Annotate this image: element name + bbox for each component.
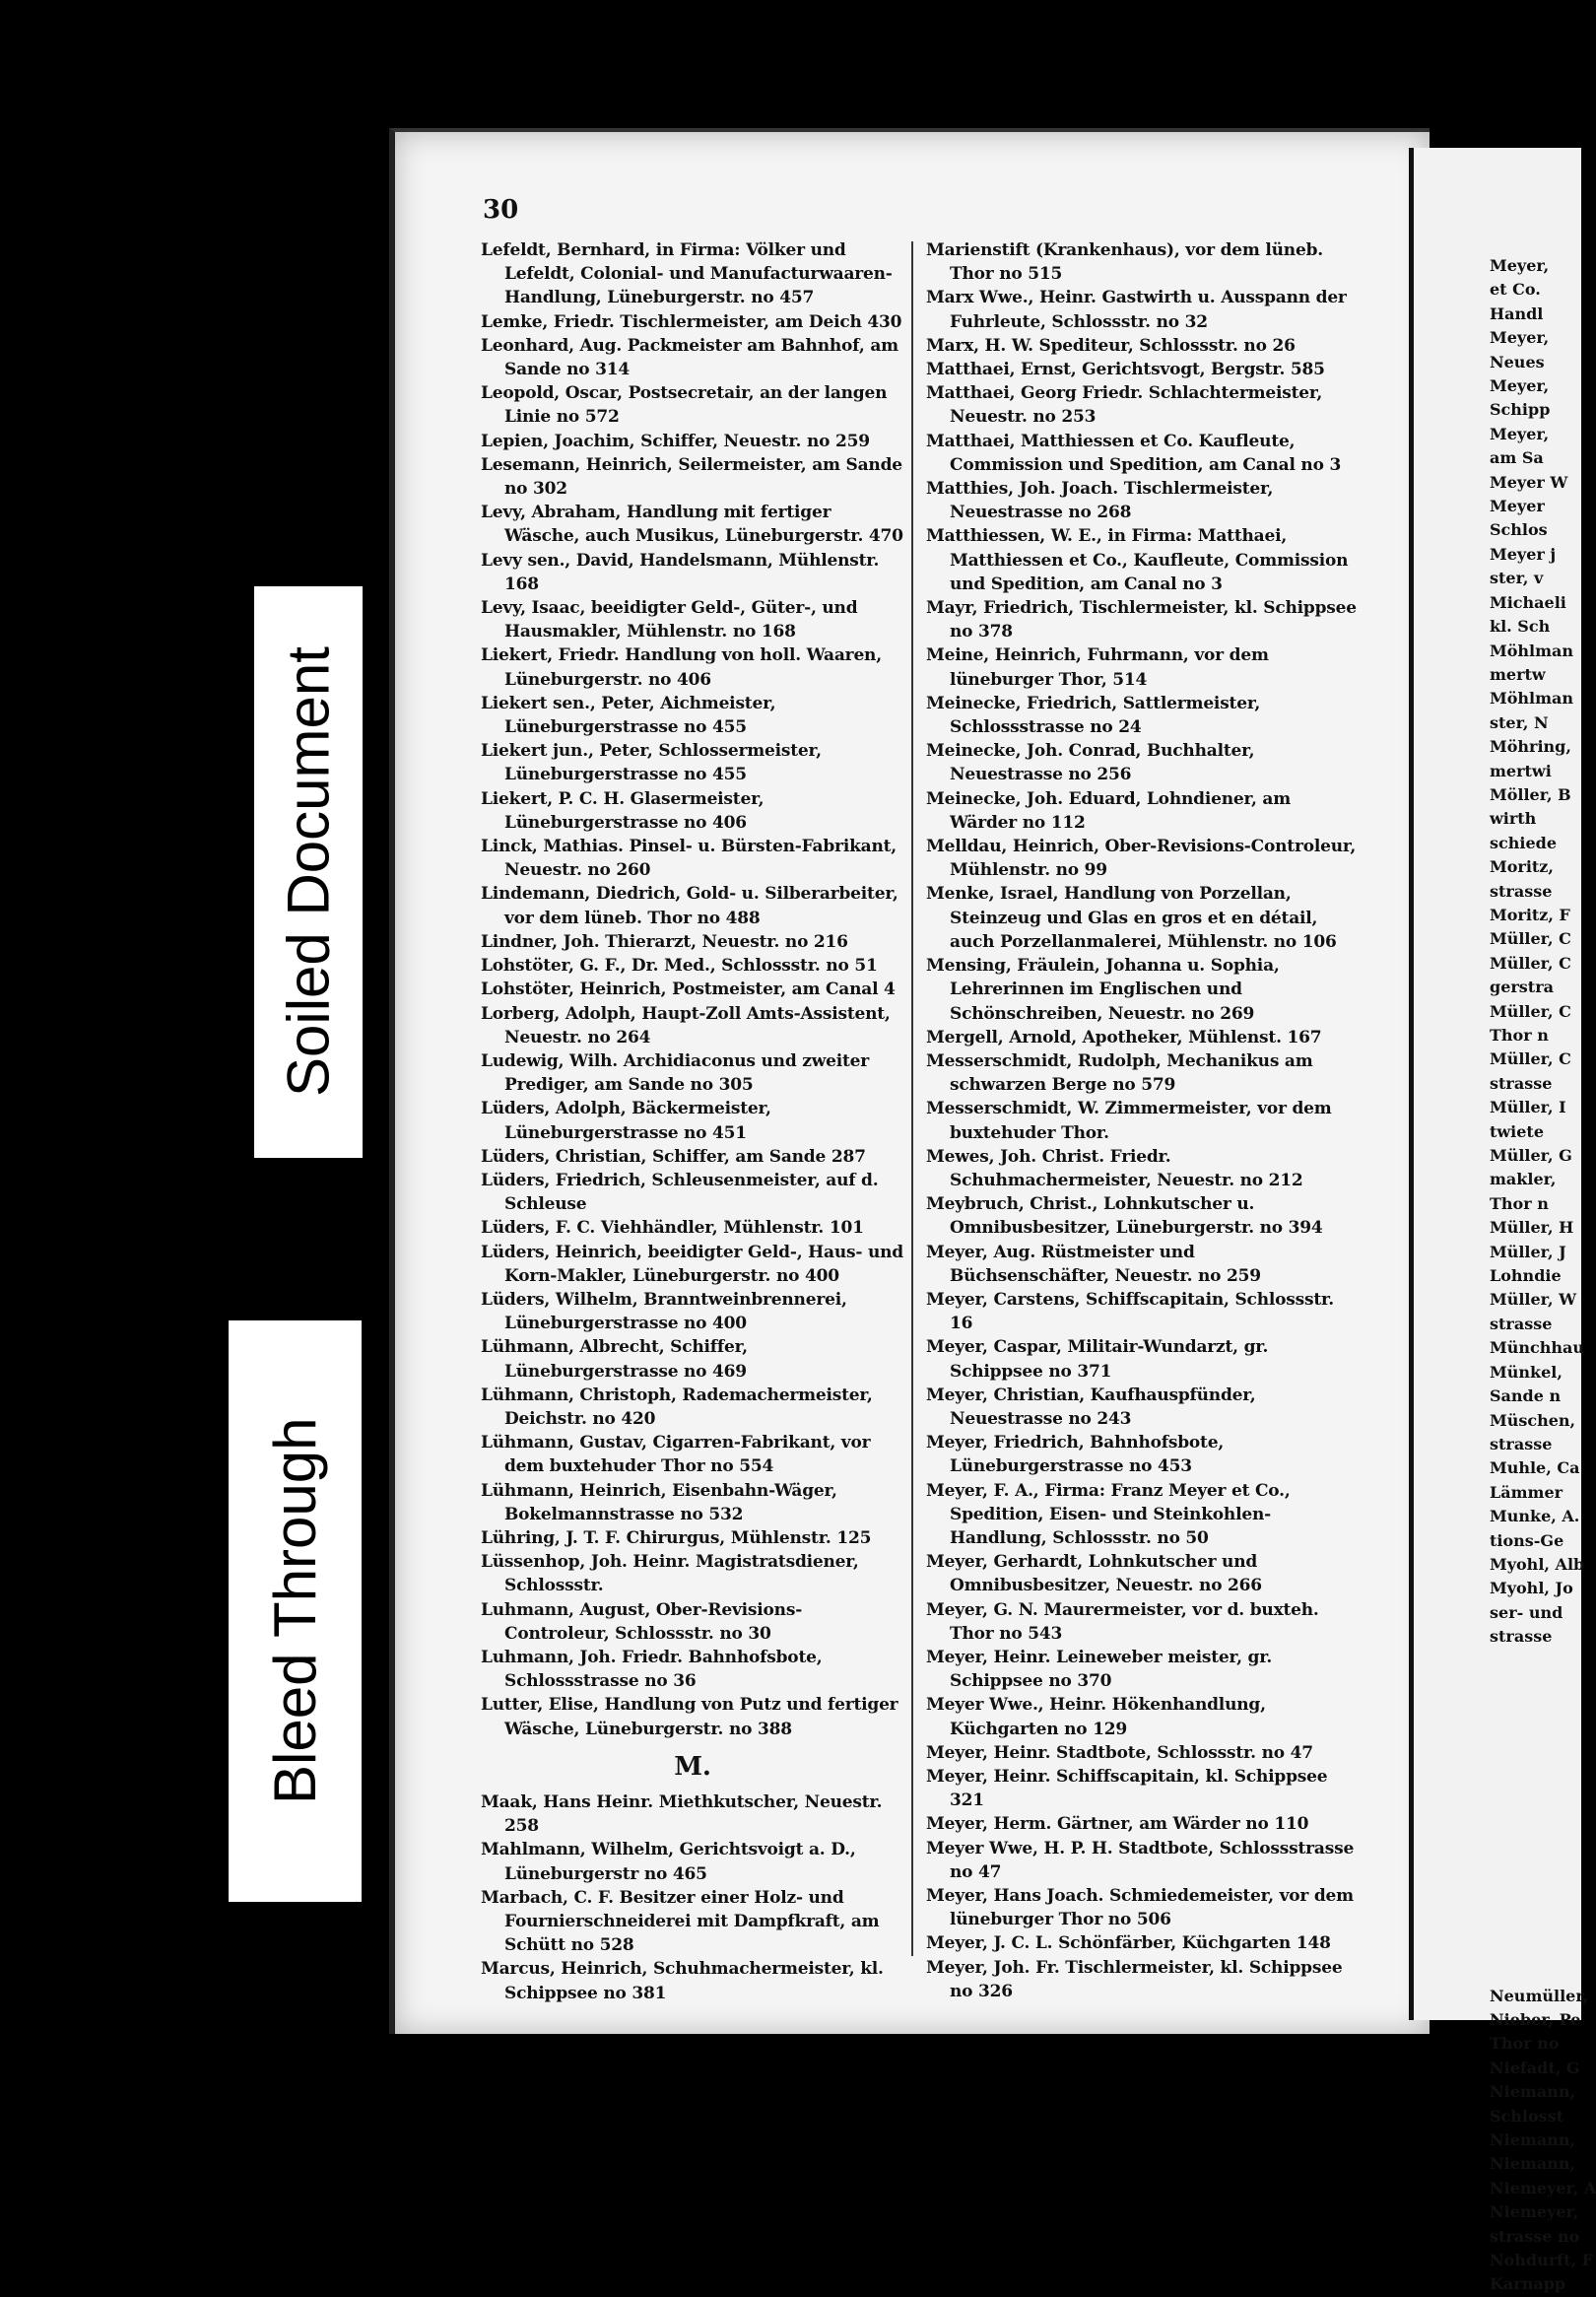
directory-entry: Lühmann, Heinrich, Eisenbahn-Wäger, Bokelmannstrasse no 532 (481, 1480, 837, 1524)
snippet-line: Meyer, (1490, 424, 1550, 443)
directory-entry: Lüders, Wilhelm, Branntweinbrennerei, Lüneburgerstrasse no 400 (481, 1289, 847, 1334)
snippet-line: strasse (1490, 881, 1553, 901)
directory-entry: Lühring, J. T. F. Chirurgus, Mühlenstr. 125 (481, 1527, 872, 1548)
next-page-snippet (1490, 254, 1596, 2297)
directory-entry: Marienstift (Krankenhaus), vor dem lüneb. Thor no 515 (926, 240, 1323, 285)
directory-entry: Mewes, Joh. Christ. Friedr. Schuhmachermeister, Neuestr. no 212 (926, 1146, 1303, 1190)
directory-entry: Meyer, Caspar, Militair-Wundarzt, gr. Schippsee no 371 (926, 1337, 1269, 1382)
directory-entry: Lohstöter, Heinrich, Postmeister, am Canal 4 (481, 980, 896, 1000)
directory-entry: Meybruch, Christ., Lohnkutscher u. Omnibusbesitzer, Lüneburgerstr. no 394 (926, 1194, 1323, 1239)
snippet-line: Niemann, (1490, 2154, 1576, 2174)
directory-entry: Lüders, Friedrich, Schleusenmeister, auf d. Schleuse (481, 1170, 879, 1215)
snippet-line: strasse no (1490, 2226, 1580, 2246)
directory-entry: Lüders, F. C. Viehhändler, Mühlenstr. 101 (481, 1218, 864, 1239)
directory-entry: Meyer, J. C. L. Schönfärber, Küchgarten 148 (926, 1933, 1331, 1954)
directory-entry: Ludewig, Wilh. Archidiaconus und zweiter Prediger, am Sande no 305 (481, 1050, 870, 1096)
snippet-line: ster, N (1490, 712, 1549, 732)
snippet-line: strasse (1490, 1434, 1553, 1453)
directory-entry: Lindemann, Diedrich, Gold- u. Silberarbeiter, vor dem lüneb. Thor no 488 (481, 884, 898, 928)
snippet-line: Schlosst (1490, 2106, 1564, 2126)
snippet-line: Niemeyer, (1490, 2202, 1579, 2222)
snippet-line: Müschen, (1490, 1410, 1576, 1430)
directory-entry: Levy, Isaac, beeidigter Geld-, Güter-, und Hausmakler, Mühlenstr. no 168 (481, 598, 858, 642)
snippet-line: Münchhau (1490, 1338, 1584, 1358)
snippet-line: Thor n (1490, 1026, 1549, 1045)
snippet-line: am Sa (1490, 448, 1544, 468)
snippet-line: Müller, C (1490, 1049, 1571, 1069)
snippet-line: Munke, A. (1490, 1507, 1580, 1526)
directory-entry: Lühmann, Christoph, Rademachermeister, Deichstr. no 420 (481, 1385, 873, 1429)
snippet-line: makler, (1490, 1170, 1557, 1189)
snippet-line: Niemann, (1490, 2082, 1576, 2102)
snippet-line: Möhlman (1490, 689, 1574, 709)
bleed-through-label: Bleed Through (229, 1320, 362, 1902)
directory-entry: Lefeldt, Bernhard, in Firma: Völker und Lefeldt, Colonial- und Manufacturwaaren-Handlung, Lüneburgerstr. no 457 (481, 240, 893, 308)
snippet-line: Michaeli (1490, 592, 1566, 612)
m-entries (481, 1790, 904, 2005)
directory-entry: Matthaei, Georg Friedr. Schlachtermeister, Neuestr. no 253 (926, 383, 1323, 428)
snippet-line: Lohndie (1490, 1266, 1562, 1286)
section-letter: M. (674, 1751, 711, 1782)
directory-entry: Lorberg, Adolph, Haupt-Zoll Amts-Assistent, Neuestr. no 264 (481, 1003, 891, 1047)
directory-entry: Meinecke, Friedrich, Sattlermeister, Schlossstrasse no 24 (926, 693, 1261, 738)
directory-entry: Mayr, Friedrich, Tischlermeister, kl. Schippsee no 378 (926, 598, 1357, 642)
directory-entry: Meine, Heinrich, Fuhrmann, vor dem lüneburger Thor, 514 (926, 645, 1269, 690)
snippet-bottom (1490, 1985, 1596, 2297)
directory-entry: Meyer, Joh. Fr. Tischlermeister, kl. Schippsee no 326 (926, 1957, 1343, 2001)
directory-entry: Lühmann, Gustav, Cigarren-Fabrikant, vor dem buxtehuder Thor no 554 (481, 1433, 871, 1477)
snippet-line: strasse (1490, 1627, 1553, 1647)
directory-entry: Lindner, Joh. Thierarzt, Neuestr. no 216 (481, 931, 848, 952)
snippet-top (1490, 254, 1585, 1650)
snippet-line: Müller, I (1490, 1098, 1566, 1117)
soiled-document-label: Soiled Document (254, 586, 363, 1158)
directory-entry: Matthaei, Ernst, Gerichtsvogt, Bergstr. 585 (926, 360, 1325, 380)
snippet-line: ster, v (1490, 569, 1544, 588)
left-column (481, 238, 904, 2005)
directory-entry: Mahlmann, Wilhelm, Gerichtsvoigt a. D., Lüneburgerstr no 465 (481, 1840, 856, 1884)
snippet-line: Neumüller, (1490, 1986, 1589, 2005)
directory-entry: Meyer, Herm. Gärtner, am Wärder no 110 (926, 1814, 1309, 1835)
directory-entry: Lutter, Elise, Handlung von Putz und fertiger Wäsche, Lüneburgerstr. no 388 (481, 1695, 898, 1739)
snippet-line: Niemann, (1490, 2130, 1576, 2149)
snippet-line: Müller, C (1490, 1001, 1571, 1021)
snippet-line: kl. Sch (1490, 617, 1551, 637)
snippet-line: Schlos (1490, 520, 1548, 540)
snippet-line: Niefadt, G (1490, 2058, 1580, 2077)
snippet-line: Moritz, (1490, 857, 1554, 877)
directory-entry: Luhmann, August, Ober-Revisions-Controleur, Schlossstr. no 30 (481, 1599, 803, 1644)
directory-entry: Meyer, Aug. Rüstmeister und Büchsenschäfter, Neuestr. no 259 (926, 1242, 1261, 1286)
directory-entry: Meyer, Friedrich, Bahnhofsbote, Lüneburgerstrasse no 453 (926, 1433, 1225, 1477)
directory-entry: Lemke, Friedr. Tischlermeister, am Deich 430 (481, 311, 902, 332)
directory-entry: Liekert, P. C. H. Glasermeister, Lüneburgerstrasse no 406 (481, 788, 765, 833)
snippet-line: Nohdurft, F (1490, 2251, 1593, 2270)
directory-entry: Lesemann, Heinrich, Seilermeister, am Sande no 302 (481, 454, 902, 500)
snippet-line: Meyer, (1490, 256, 1550, 275)
snippet-line: Sande n (1490, 1386, 1562, 1406)
directory-entry: Meyer, Heinr. Stadtbote, Schlossstr. no 47 (926, 1742, 1313, 1763)
directory-entry: Lüders, Heinrich, beeidigter Geld-, Haus- und Korn-Makler, Lüneburgerstr. no 400 (481, 1242, 903, 1286)
snippet-line: Myohl, Jo (1490, 1579, 1573, 1598)
directory-entry: Mensing, Fräulein, Johanna u. Sophia, Lehrerinnen im Englischen und Schönschreiben, Neuestr. no 269 (926, 956, 1280, 1024)
directory-entry: Melldau, Heinrich, Ober-Revisions-Controleur, Mühlenstr. no 99 (926, 837, 1357, 881)
directory-entry: Marbach, C. F. Besitzer einer Holz- und Fournierschneiderei mit Dampfkraft, am Schütt no 528 (481, 1887, 880, 1956)
snippet-line: strasse (1490, 1314, 1553, 1333)
directory-entry: Messerschmidt, W. Zimmermeister, vor dem buxtehuder Thor. (926, 1099, 1332, 1143)
snippet-line: Müller, H (1490, 1218, 1574, 1238)
directory-entry: Menke, Israel, Handlung von Porzellan, Steinzeug und Glas en gros et en détail, auch Porzellanmalerei, Mühlenstr. no 106 (926, 884, 1337, 952)
page-number: 30 (483, 195, 519, 225)
snippet-line: Meyer W (1490, 472, 1568, 492)
snippet-line: Meyer (1490, 497, 1545, 516)
snippet-line: Thor n (1490, 1193, 1549, 1213)
snippet-line: Handl (1490, 304, 1544, 323)
snippet-line: Myohl, Alb (1490, 1554, 1585, 1574)
snippet-line: twiete (1490, 1121, 1544, 1141)
snippet-line: Meyer, (1490, 376, 1550, 396)
directory-entry: Meyer, Carstens, Schiffscapitain, Schlossstr. 16 (926, 1289, 1334, 1334)
directory-entry: Lohstöter, G. F., Dr. Med., Schlossstr. no 51 (481, 956, 878, 977)
directory-entry: Marcus, Heinrich, Schuhmachermeister, kl. Schippsee no 381 (481, 1959, 884, 2003)
directory-entry: Meyer Wwe, H. P. H. Stadtbote, Schlossstrasse no 47 (926, 1838, 1355, 1882)
directory-entry: Linck, Mathias. Pinsel- u. Bürsten-Fabrikant, Neuestr. no 260 (481, 837, 898, 881)
left-entries (481, 238, 904, 1741)
snippet-line: Thor no (1490, 2034, 1560, 2054)
directory-entry: Liekert, Friedr. Handlung von holl. Waaren, Lüneburgerstr. no 406 (481, 645, 882, 690)
directory-entry: Lüders, Adolph, Bäckermeister, Lüneburgerstrasse no 451 (481, 1099, 771, 1143)
snippet-gap (1490, 1650, 1576, 1985)
snippet-line: Müller, J (1490, 1242, 1566, 1261)
snippet-line: mertwi (1490, 761, 1552, 780)
directory-entry: Matthies, Joh. Joach. Tischlermeister, Neuestrasse no 268 (926, 479, 1274, 523)
snippet-line: ser- und (1490, 1602, 1563, 1622)
directory-entry: Mergell, Arnold, Apotheker, Mühlenst. 167 (926, 1027, 1322, 1047)
snippet-line: Müller, C (1490, 929, 1571, 949)
directory-entry: Meyer, F. A., Firma: Franz Meyer et Co., Spedition, Eisen- und Steinkohlen-Handlung, Schlossstr. no 50 (926, 1480, 1291, 1548)
snippet-line: wirth (1490, 809, 1537, 829)
directory-entry: Meinecke, Joh. Conrad, Buchhalter, Neuestrasse no 256 (926, 741, 1255, 785)
directory-entry: Messerschmidt, Rudolph, Mechanikus am schwarzen Berge no 579 (926, 1050, 1313, 1096)
directory-entry: Luhmann, Joh. Friedr. Bahnhofsbote, Schlossstrasse no 36 (481, 1647, 823, 1692)
snippet-line: mertw (1490, 664, 1546, 684)
directory-entry: Meyer, G. N. Maurermeister, vor d. buxteh. Thor no 543 (926, 1599, 1319, 1644)
directory-entry: Meyer, Christian, Kaufhauspfünder, Neuestrasse no 243 (926, 1385, 1256, 1429)
directory-entry: Meyer, Hans Joach. Schmiedemeister, vor dem lüneburger Thor no 506 (926, 1886, 1354, 1930)
directory-entry: Liekert jun., Peter, Schlossermeister, Lüneburgerstrasse no 455 (481, 741, 822, 785)
snippet-line: Meyer, (1490, 328, 1550, 348)
snippet-line: Lämmer (1490, 1482, 1563, 1502)
snippet-line: Müller, G (1490, 1146, 1572, 1166)
directory-entry: Lüders, Christian, Schiffer, am Sande 287 (481, 1146, 866, 1167)
snippet-line: Münkel, (1490, 1362, 1563, 1382)
directory-entry: Liekert sen., Peter, Aichmeister, Lüneburgerstrasse no 455 (481, 693, 776, 738)
snippet-line: Meyer j (1490, 544, 1557, 564)
directory-entry: Meyer Wwe., Heinr. Hökenhandlung, Küchgarten no 129 (926, 1695, 1266, 1739)
snippet-line: Müller, W (1490, 1290, 1577, 1310)
directory-entry: Maak, Hans Heinr. Miethkutscher, Neuestr. 258 (481, 1792, 883, 1837)
directory-entry: Leopold, Oscar, Postsecretair, an der langen Linie no 572 (481, 383, 888, 428)
snippet-line: Schipp (1490, 400, 1551, 420)
directory-entry: Marx, H. W. Spediteur, Schlossstr. no 26 (926, 335, 1296, 356)
directory-entry: Matthaei, Matthiessen et Co. Kaufleute, Commission und Spedition, am Canal no 3 (926, 431, 1342, 475)
directory-entry: Lüssenhop, Joh. Heinr. Magistratsdiener, Schlossstr. (481, 1552, 859, 1596)
directory-entry: Lühmann, Albrecht, Schiffer, Lüneburgerstrasse no 469 (481, 1337, 748, 1382)
snippet-line: Neues (1490, 352, 1545, 372)
directory-entry: Meinecke, Joh. Eduard, Lohndiener, am Wärder no 112 (926, 788, 1292, 833)
directory-entry: Meyer, Heinr. Leineweber meister, gr. Schippsee no 370 (926, 1647, 1273, 1692)
snippet-line: Nieber, Pe (1490, 2009, 1581, 2029)
directory-entry: Marx Wwe., Heinr. Gastwirth u. Ausspann der Fuhrleute, Schlossstr. no 32 (926, 288, 1347, 332)
snippet-line: et Co. (1490, 280, 1541, 300)
right-entries (926, 238, 1360, 2003)
right-column (926, 238, 1360, 2003)
directory-entry: Meyer, Gerhardt, Lohnkutscher und Omnibusbesitzer, Neuestr. no 266 (926, 1552, 1262, 1596)
snippet-line: Moritz, F (1490, 905, 1570, 924)
directory-entry: Leonhard, Aug. Packmeister am Bahnhof, am Sande no 314 (481, 335, 898, 380)
snippet-line: tions-Ge (1490, 1530, 1564, 1550)
directory-entry: Meyer, Heinr. Schiffscapitain, kl. Schippsee 321 (926, 1767, 1328, 1811)
snippet-line: Niemeyer, A (1490, 2178, 1596, 2197)
snippet-line: strasse (1490, 1073, 1553, 1093)
snippet-line: Muhle, Ca (1490, 1458, 1580, 1478)
snippet-line: Möhring, (1490, 737, 1571, 757)
snippet-line: Karnapp (1490, 2274, 1566, 2294)
snippet-line: Möhlman (1490, 641, 1574, 660)
snippet-line: Möller, B (1490, 784, 1571, 804)
snippet-line: Müller, C (1490, 953, 1571, 973)
column-divider (911, 241, 913, 1956)
directory-entry: Levy, Abraham, Handlung mit fertiger Wäsche, auch Musikus, Lüneburgerstr. 470 (481, 503, 903, 547)
directory-entry: Levy sen., David, Handelsmann, Mühlenstr. 168 (481, 550, 880, 594)
directory-entry: Matthiessen, W. E., in Firma: Matthaei, Matthiessen et Co., Kaufleute, Commission und Spedition, am Canal no 3 (926, 526, 1349, 594)
directory-entry: Lepien, Joachim, Schiffer, Neuestr. no 259 (481, 431, 870, 451)
snippet-line: gerstra (1490, 978, 1554, 997)
snippet-line: schiede (1490, 833, 1558, 852)
